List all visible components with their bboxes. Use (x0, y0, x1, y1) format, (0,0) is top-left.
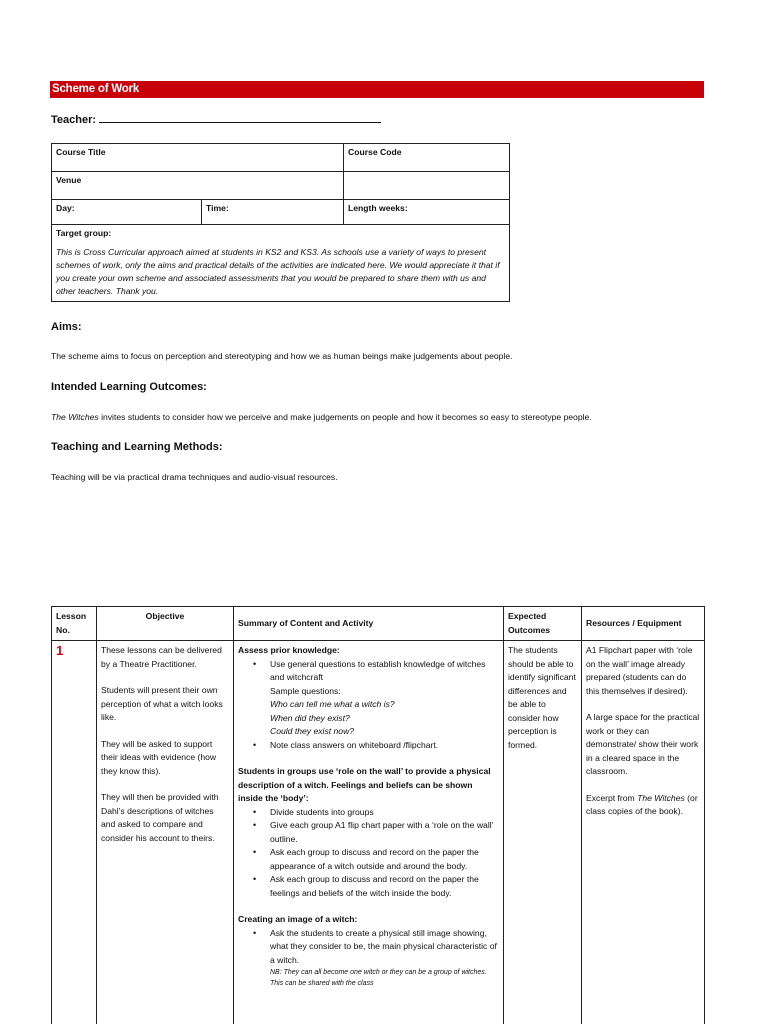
groups-list (238, 806, 499, 901)
lesson-number: 1 (56, 643, 64, 658)
resource-item-3-title: The Witches (637, 792, 685, 803)
objective-para-3: They will be asked to support their ideas with evidence (how they know this). (101, 738, 217, 776)
teacher-field (51, 113, 381, 126)
resource-item-2: A large space for the practical work or they can demonstrate/ show their work in a cleared space in the classroom. (586, 712, 700, 776)
objective-header: Objective (97, 607, 234, 641)
sample-questions-label: Sample questions: (270, 685, 341, 696)
scheme-title: Scheme of Work (52, 83, 140, 95)
image-list (238, 927, 499, 968)
assess-bullet-2: • Note class answers on whiteboard /flipchart. (270, 739, 499, 753)
aims-heading: Aims: (51, 321, 82, 333)
objective-para-1: These lessons can be delivered by a Theatre Practitioner. (101, 645, 222, 669)
objective-para-4: They will then be provided with Dahl’s descriptions of witches and asked to compare and consider his account to theirs. (101, 792, 219, 843)
objective-cell (97, 641, 234, 1024)
summary-header: Summary of Content and Activity (234, 607, 504, 641)
image-heading: Creating an image of a witch: (238, 914, 358, 924)
lesson-number-cell (52, 641, 97, 1024)
expected-outcomes-header: Expected Outcomes (504, 607, 582, 641)
aims-text: The scheme aims to focus on perception and stereotyping and how we as human beings make judgements about people. (51, 351, 513, 361)
target-group-label: Target group: (56, 228, 112, 238)
outcomes-text-rest: invites students to consider how we perceive and make judgements on people and how it becomes so easy to stereotype people. (98, 412, 592, 422)
sample-question-3: Could they exist now? (270, 726, 355, 736)
resource-item-3 (586, 792, 700, 819)
methods-heading: Teaching and Learning Methods: (51, 441, 223, 453)
time-cell: Time: (202, 200, 344, 225)
image-note: NB: They can all become one witch or they can be a group of witches. This can be shared with the class (270, 969, 487, 987)
groups-heading: Students in groups use ‘role on the wall’ to provide a physical description of a witch. Feelings and beliefs can be shown inside the ‘body’: (238, 766, 491, 803)
teacher-label: Teacher: (51, 114, 97, 126)
sample-question-1: Who can tell me what a witch is? (270, 699, 395, 709)
groups-bullet-1: • Divide students into groups (270, 806, 499, 820)
length-weeks-cell: Length weeks: (344, 200, 510, 225)
sample-question-2: When did they exist? (270, 712, 350, 723)
resources-header: Resources / Equipment (582, 607, 705, 641)
objective-para-2: Students will present their own perception of what a witch looks like. (101, 685, 223, 722)
methods-text: Teaching will be via practical drama techniques and audio-visual resources. (51, 472, 338, 482)
lesson-plan-table (51, 606, 705, 1024)
summary-cell (234, 641, 504, 1024)
lesson-no-header: Lesson No. (52, 607, 97, 641)
venue-empty-cell (344, 172, 510, 200)
expected-outcomes-cell: The students should be able to identify significant differences and be able to consider how perception is formed. (504, 641, 582, 1024)
assess-heading: Assess prior knowledge: (238, 645, 340, 655)
teacher-blank-line (99, 113, 381, 123)
scheme-title-bar (50, 81, 704, 98)
outcomes-heading: Intended Learning Outcomes: (51, 381, 207, 393)
day-cell: Day: (52, 200, 202, 225)
resource-item-1: A1 Flipchart paper with ‘role on the wall’ image already prepared (students can do this themselves if desired). (586, 645, 693, 696)
target-group-text: This is Cross Curricular approach aimed at students in KS2 and KS3. As schools use a variety of ways to present schemes of work, only the aims and practical details of the activities are indicated here. We would appreciate it that if you create your own scheme and associated assessments that you would be prepared to share them with us and other teachers. Thank you. (56, 247, 500, 296)
resource-item-3-post: (or class copies of the book). (586, 792, 698, 816)
venue-cell: Venue (52, 172, 344, 200)
course-code-cell: Course Code (344, 144, 510, 172)
outcomes-text (51, 412, 711, 422)
image-bullet: • Ask the students to create a physical still image showing, what they consider to be, the main physical characteristic of a witch. (270, 927, 499, 968)
groups-bullet-3: • Ask each group to discuss and record on the paper the appearance of a witch outside and around the body. (270, 846, 499, 873)
resources-cell (582, 641, 705, 1024)
assess-list (238, 658, 499, 685)
outcomes-book-title: The Witches (51, 412, 99, 422)
resource-item-3-pre: Excerpt from (586, 792, 638, 803)
target-group-cell (52, 225, 510, 302)
groups-bullet-4: • Ask each group to discuss and record on the paper the feelings and beliefs of the witch inside the body. (270, 873, 499, 900)
course-title-cell: Course Title (52, 144, 344, 172)
assess-list-2 (238, 739, 499, 753)
assess-bullet-1: • Use general questions to establish knowledge of witches and witchcraft (270, 658, 499, 685)
course-details-table (51, 143, 510, 302)
groups-bullet-2: • Give each group A1 flip chart paper with a ‘role on the wall’ outline. (270, 819, 499, 846)
